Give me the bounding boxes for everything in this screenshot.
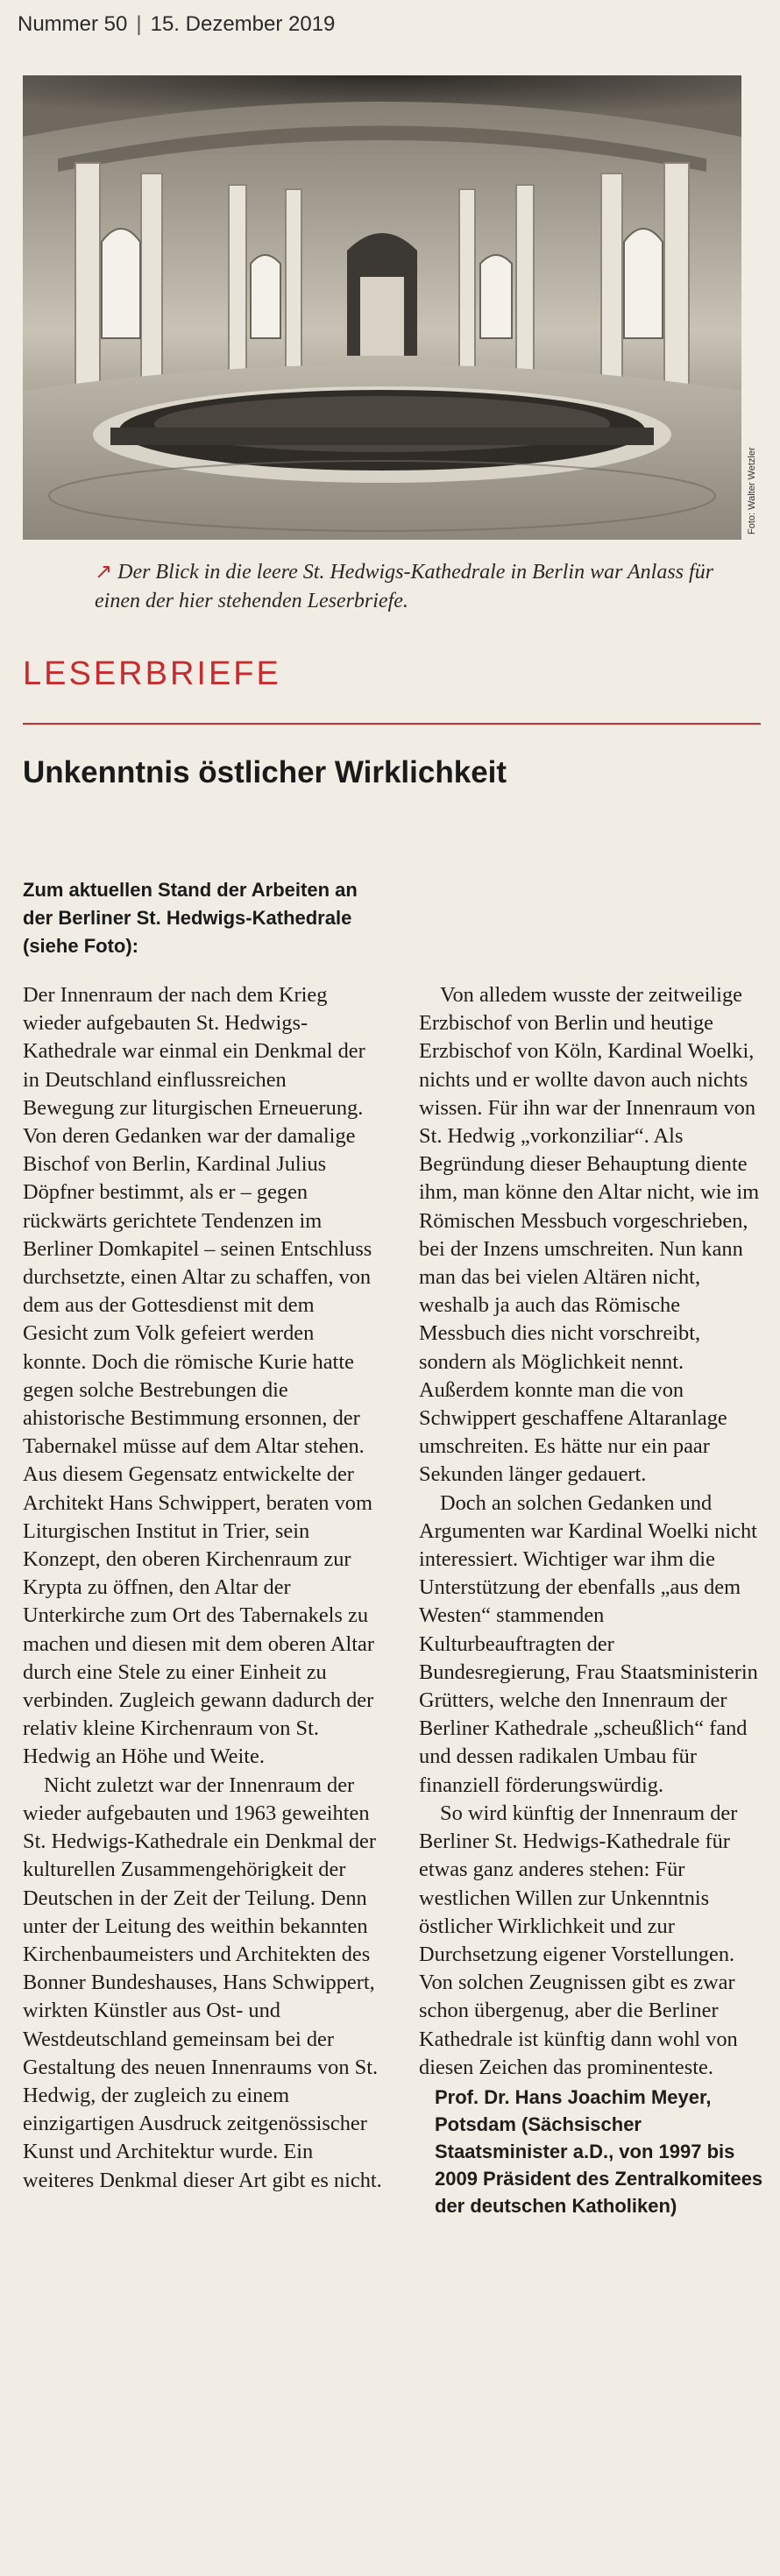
rotunda-illustration [23,75,741,540]
caption-text: Der Blick in die leere St. Hedwigs-Kathedrale in Berlin war Anlass für einen der hier stehenden Leserbriefe. [95,561,714,612]
issue-date: 15. Dezember 2019 [150,12,336,36]
paragraph: Nicht zuletzt war der Innenraum der wieder aufgebauten und 1963 geweihten St. Hedwigs-Kathedrale ein Denkmal der kulturellen Zusammengehörigkeit der Deutschen in der Zeit der Teilung. Denn unter der Leitung des weithin bekannten Kirchenbaumeisters und Architekten des Bonner Bundeshauses, Hans Schwippert, wirkten Künstler aus Ost- und Westdeutschland gemeinsam bei der Gestaltung des neuen Innenraums von St. Hedwig, der zugleich zu einem einzigartigen Ausdruck zeitgenössischer Kunst und Architektur wurde. Ein weiteres Denkmal dieser Art gibt es nicht. [23,1773,382,2192]
paragraph: Der Innenraum der nach dem Krieg wieder aufgebauten St. Hedwigs-Kathedrale war einmal ein Denkmal der in Deutschland einflussreichen Bewegung zur liturgischen Erneuerung. Von deren Gedanken war der damalige Bischof von Berlin, Kardinal Julius Döpfner bestimmt, als er – gegen rückwärts gerichtete Tendenzen im Berliner Domkapitel – seinen Entschluss durchsetzte, einen Altar zu schaffen, von dem aus der Gottesdienst mit dem Gesicht zum Volk gefeiert werden konnte. Doch die römische Kurie hatte gegen solche Bestrebungen die ahistorische Bestimmung ersonnen, der Tabernakel müsse auf dem Altar stehen. Aus diesem Gegensatz entwickelte der Architekt Hans Schwippert, beraten vom Liturgischen Institut in Trier, sein Konzept, den oberen Kirchenraum zur Krypta zu öffnen, den Altar der Unterkirche zum Ort des Tabernakels zu machen und diesen mit dem oberen Altar durch eine Stele zu einer Einheit zu verbinden. Zugleich gewann dadurch der relativ kleine Kirchenraum von St. Hedwig an Höhe und Weite. [23,983,374,1769]
paragraph: Von alledem wusste der zeitweilige Erzbischof von Berlin und heutige Erzbischof von Köln, Kardinal Woelki, nichts und er wollte davon auch nichts wissen. Für ihn war der Innenraum von St. Hedwig „vorkonziliar“. Als Begründung dieser Behauptung diente ihm, man könne den Altar nicht, wie im Römischen Messbuch vorgeschrieben, bei der Inzens umschreiten. Nun kann man das bei vielen Altären nicht, weshalb ja auch das Römische Messbuch dies nicht vorschreibt, sondern als Möglichkeit nennt. Außerdem konnte man die von Schwippert geschaffene Altaranlage umschreiten. Es hätte nur ein paar Sekunden länger gedauert. [419,983,760,1487]
article-kicker: Zum aktuellen Stand der Arbeiten an der Berliner St. Hedwigs-Kathedrale (siehe Foto): [23,879,358,957]
text-column-left [23,981,382,2195]
paragraph: Doch an solchen Gedanken und Argumenten war Kardinal Woelki nicht interessiert. Wichtiger war ihm die Unterstützung der ebenfalls „aus dem Westen“ stammenden Kulturbeauftragten der Bundesregierung, Frau Staatsministerin Grütters, welche den Innenraum der Berliner Kathedrale „scheußlich“ fand und dessen radikalen Umbau für finanziell förderungswürdig. [419,1490,758,1797]
section-title: LESERBRIEFE [23,655,281,692]
arrow-up-right-icon: ↗ [95,559,113,584]
photo-caption [95,557,743,616]
text-column-right [419,981,764,2219]
section-divider [23,723,761,725]
article-headline: Unkenntnis östlicher Wirklichkeit [23,755,507,789]
header-separator: | [136,12,142,36]
cathedral-interior-photo [23,75,741,540]
photo-credit: Foto: Walter Wetzler [747,447,757,534]
issue-number: Nummer 50 [18,12,128,36]
issue-header [18,12,335,37]
author-signature: Prof. Dr. Hans Joachim Meyer, Potsdam (Sächsischer Staatsminister a.D., von 1997 bis 2009 Präsident des Zentralkomitees der deutschen Katholiken) [435,2085,763,2217]
paragraph: So wird künftig der Innenraum der Berliner St. Hedwigs-Kathedrale für etwas ganz anderes stehen: Für westlichen Willen zur Unkenntnis östlicher Wirklichkeit und zur Durchsetzung eigener Vorstellungen. Von solchen Zeugnissen gibt es zwar schon übergenug, aber die Berliner Kathedrale ist künftig dann wohl von diesen Zeichen das prominenteste. [419,1801,738,2079]
